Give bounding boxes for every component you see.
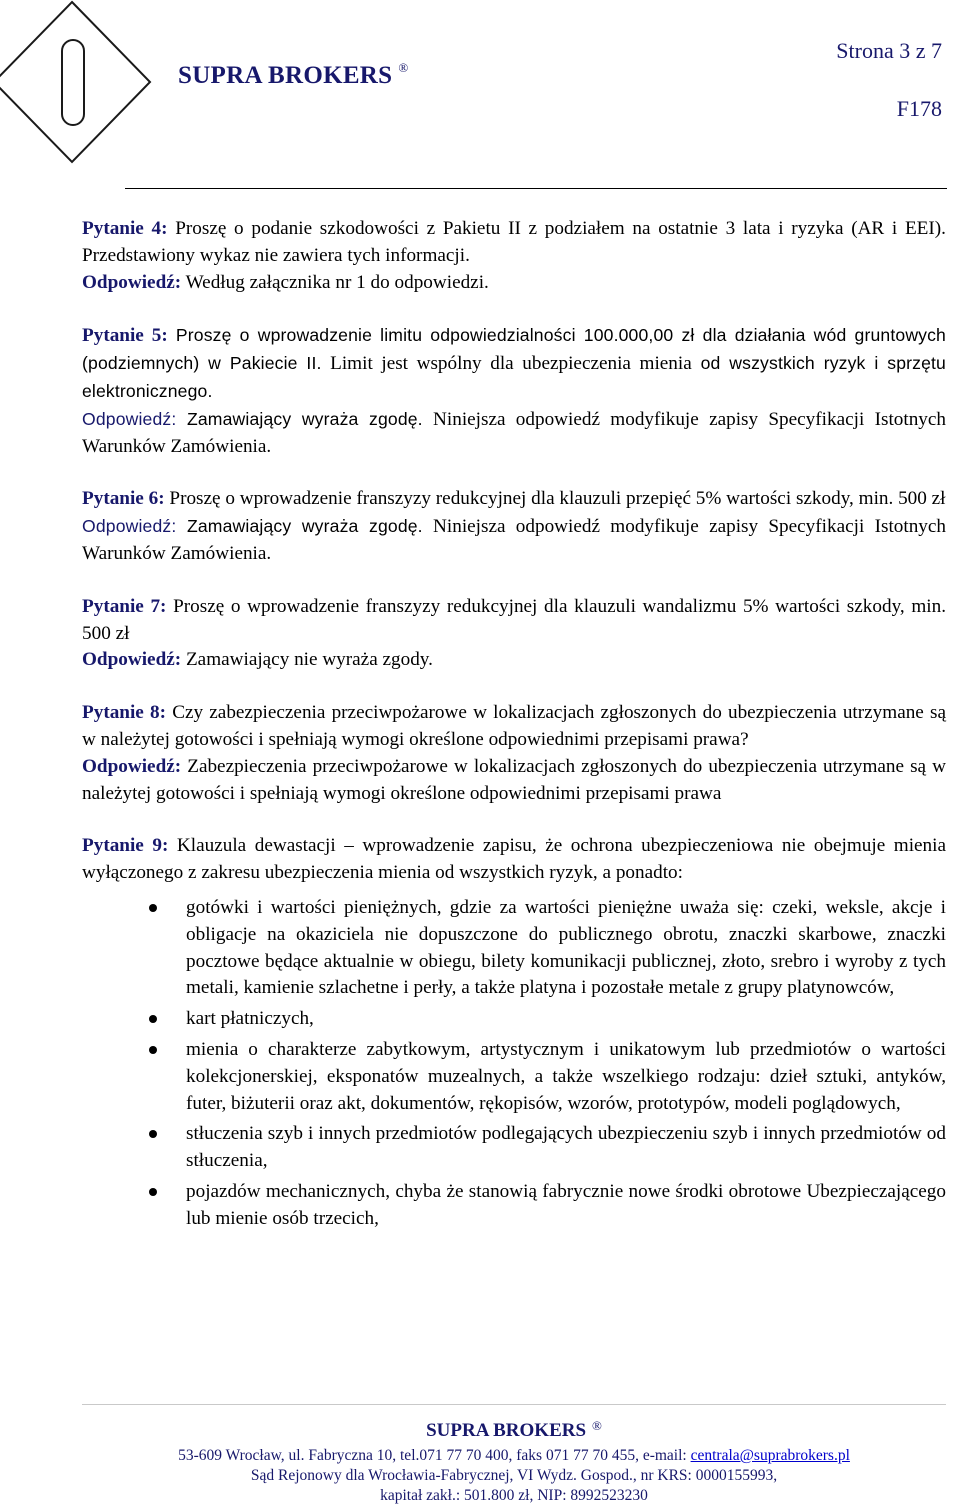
question-7-text: Pytanie 7: Proszę o wprowadzenie franszyzy redukcyjnej dla klauzuli wandalizmu 5% wartości szkody, min. 500 zł bbox=[82, 595, 946, 644]
company-logo-icon bbox=[0, 0, 170, 180]
question-7 bbox=[82, 594, 946, 674]
list-item: gotówki i wartości pieniężnych, gdzie za wartości pieniężne uważa się: czeki, weksle, akcje i obligacje na okaziciela nie dopuszczone do publicznego obrotu, znaczki skarbowe, znaczki pocztowe będące aktualnie w obiegu, bilety komunikacji publicznej, złoto, srebro i wyroby z tych metali, kamienie szlachetne i perły, a także platyna i pozostałe metale z grupy platynowców, bbox=[82, 895, 946, 1002]
exclusion-list bbox=[82, 895, 946, 1233]
footer-capital: kapitał zakł.: 501.800 zł, NIP: 8992523230 bbox=[380, 1487, 648, 1504]
answer-8-text: Odpowiedź: Zabezpieczenia przeciwpożarowe w lokalizacjach zgłoszonych do ubezpieczenia utrzymane są w należytej gotowości i spełniają wymogi określone odpowiednimi przepisami prawa bbox=[82, 755, 946, 804]
bullet-icon bbox=[149, 1015, 157, 1023]
bullet-icon bbox=[149, 904, 157, 912]
page-footer bbox=[82, 1420, 946, 1506]
question-8 bbox=[82, 700, 946, 807]
question-6 bbox=[82, 486, 946, 567]
question-5 bbox=[82, 322, 946, 460]
answer-4-text: Odpowiedź: Według załącznika nr 1 do odpowiedzi. bbox=[82, 271, 489, 293]
answer-5-text: Odpowiedź: Zamawiający wyraża zgodę. Niniejsza odpowiedź modyfikuje zapisy Specyfikacji Istotnych Warunków Zamówienia. bbox=[82, 408, 947, 457]
list-item: kart płatniczych, bbox=[82, 1006, 946, 1033]
question-9-text: Pytanie 9: Klauzula dewastacji – wprowadzenie zapisu, że ochrona ubezpieczeniowa nie obejmuje mienia wyłączonego z zakresu ubezpieczenia mienia od wszystkich ryzyk, a ponadto: bbox=[82, 835, 946, 884]
question-4 bbox=[82, 216, 946, 296]
list-item: stłuczenia szyb i innych przedmiotów podlegających ubezpieczeniu szyb i innych przedmiotów od stłuczenia, bbox=[82, 1121, 946, 1175]
header-divider bbox=[125, 188, 947, 189]
question-6-text: Pytanie 6: Proszę o wprowadzenie franszyzy redukcyjnej dla klauzuli przepięć 5% wartości szkody, min. 500 zł bbox=[82, 488, 946, 510]
list-item: mienia o charakterze zabytkowym, artystycznym i unikatowym lub przedmiotów o wartości kolekcjonerskiej, eksponatów muzealnych, a także wszelkiego rodzaju: dzieł sztuki, antyków, futer, biżuterii oraz akt, dokumentów, rękopisów, wzorów, prototypów, modeli poglądowych, bbox=[82, 1037, 946, 1117]
header-brand: SUPRA BROKERS ® bbox=[178, 60, 409, 89]
footer-divider bbox=[82, 1404, 946, 1405]
bullet-icon bbox=[149, 1130, 157, 1138]
answer-7-text: Odpowiedź: Zamawiający nie wyraża zgody. bbox=[82, 649, 433, 671]
footer-address: 53-609 Wrocław, ul. Fabryczna 10, tel.071 77 70 400, faks 071 77 70 455, e-mail: centrala@suprabrokers.pl bbox=[178, 1447, 850, 1464]
question-8-text: Pytanie 8: Czy zabezpieczenia przeciwpożarowe w lokalizacjach zgłoszonych do ubezpieczenia utrzymane są w należytej gotowości i spełniają wymogi określone odpowiednimi przepisami prawa? bbox=[82, 702, 946, 750]
document-body bbox=[82, 216, 946, 1259]
footer-court: Sąd Rejonowy dla Wrocławia-Fabrycznej, VI Wydz. Gospod., nr KRS: 0000155993, bbox=[250, 1467, 778, 1484]
footer-email-link[interactable]: centrala@suprabrokers.pl bbox=[690, 1447, 850, 1464]
bullet-icon bbox=[149, 1188, 157, 1196]
list-item: pojazdów mechanicznych, chyba że stanowią fabrycznie nowe środki obrotowe Ubezpieczającego lub mienie osób trzecich, bbox=[82, 1179, 946, 1233]
answer-6-text: Odpowiedź: Zamawiający wyraża zgodę. Niniejsza odpowiedź modyfikuje zapisy Specyfikacji Istotnych Warunków Zamówienia. bbox=[82, 516, 947, 564]
bullet-icon bbox=[149, 1046, 157, 1054]
question-4-text: Pytanie 4: Proszę o podanie szkodowości z Pakietu II z podziałem na ostatnie 3 lata i ryzyka (AR i EEI). Przedstawiony wykaz nie zawiera tych informacji. bbox=[82, 218, 946, 266]
page-number: Strona 3 z 7 bbox=[836, 38, 942, 63]
footer-brand: SUPRA BROKERS ® bbox=[426, 1418, 602, 1441]
document-code: F178 bbox=[896, 96, 942, 121]
question-9 bbox=[82, 833, 946, 1232]
question-5-text: Pytanie 5: Proszę o wprowadzenie limitu odpowiedzialności 100.000,00 zł dla działania wód gruntowych (podziemnych) w Pakiecie II. Limit jest wspólny dla ubezpieczenia mienia od wszystkich ryzyk i sprzętu elektronicznego. bbox=[82, 325, 946, 401]
